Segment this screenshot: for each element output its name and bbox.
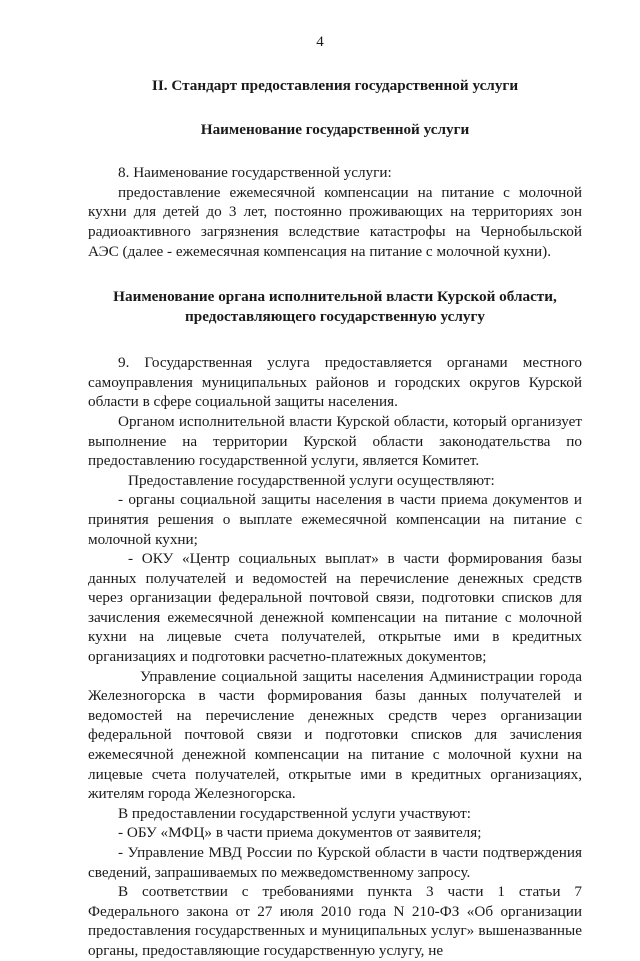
paragraph-mfc: - ОБУ «МФЦ» в части приема документов от заявителя; [118,824,482,842]
paragraph-provide: Предоставление государственной услуги осуществляют: [128,471,495,489]
document-body [88,70,582,961]
paragraph-oku: - ОКУ «Центр социальных выплат» в части формирования базы данных получателей и ведомостей на перечисление денежных средств через организации федеральной почтовой связи, подготовки списков для зачисления ежемесячной денежной компенсации на питание с молочной кухни на лицевые счета получателей, открытые ими в кредитных организациях и подготовки расчетно-платежных документов; [88,550,582,666]
subheading-organ-line2: предоставляющего государственную услугу [185,308,485,326]
paragraph-social-bodies: - органы социальной защиты населения в части приема документов и принятия решения о выплате ежемесячной компенсации на питание с молочной кухни; [88,491,582,548]
paragraph-uprav: Управление социальной защиты населения Администрации города Железногорска в части формирования базы данных получателей и ведомостей на перечисление денежных средств через организации федеральной почтовой связи и подготовки списков для зачисления ежемесячной денежной компенсации на питание с молочной кухни на лицевые счета получателей, открытые ими в кредитных организациях, жителям города Железногорска. [88,667,582,803]
subheading-organ-line1: Наименование органа исполнительной власти Курской области, [113,288,557,306]
section-title: II. Стандарт предоставления государственной услуги [151,77,519,94]
paragraph-8-title: 8. Наименование государственной услуги: [118,164,392,182]
paragraph-participate: В предоставлении государственной услуги участвуют: [118,804,471,822]
paragraph-mvd: - Управление МВД России по Курской области в части подтверждения сведений, запрашиваемых по межведомственному запросу. [88,844,582,881]
subheading-organ [88,287,582,327]
page-number: 4 [316,34,324,50]
paragraph-organ: Органом исполнительной власти Курской области, который организует выполнение на территории Курской области законодательства по предоставлению государственной услуги, является Комитет. [88,412,582,470]
paragraph-9: 9. Государственная услуга предоставляется органами местного самоуправления муниципальных районов и городских округов Курской области в сфере социальной защиты населения. [88,354,582,411]
paragraph-8-text: предоставление ежемесячной компенсации на питание с молочной кухни для детей до 3 лет, постоянно проживающих на территориях зон радиоактивного загрязнения вследствие катастрофы на Чернобыльской АЭС (далее - ежемесячная компенсация на питание с молочной кухни). [88,183,582,260]
paragraph-law: В соответствии с требованиями пункта 3 части 1 статьи 7 Федерального закона от 27 июля 2010 года N 210-ФЗ «Об организации предоставления государственных и муниципальных услуг» вышеназванные органы, предоставляющие государственную услугу, не [88,883,582,959]
subheading-service-name: Наименование государственной услуги [200,120,470,138]
